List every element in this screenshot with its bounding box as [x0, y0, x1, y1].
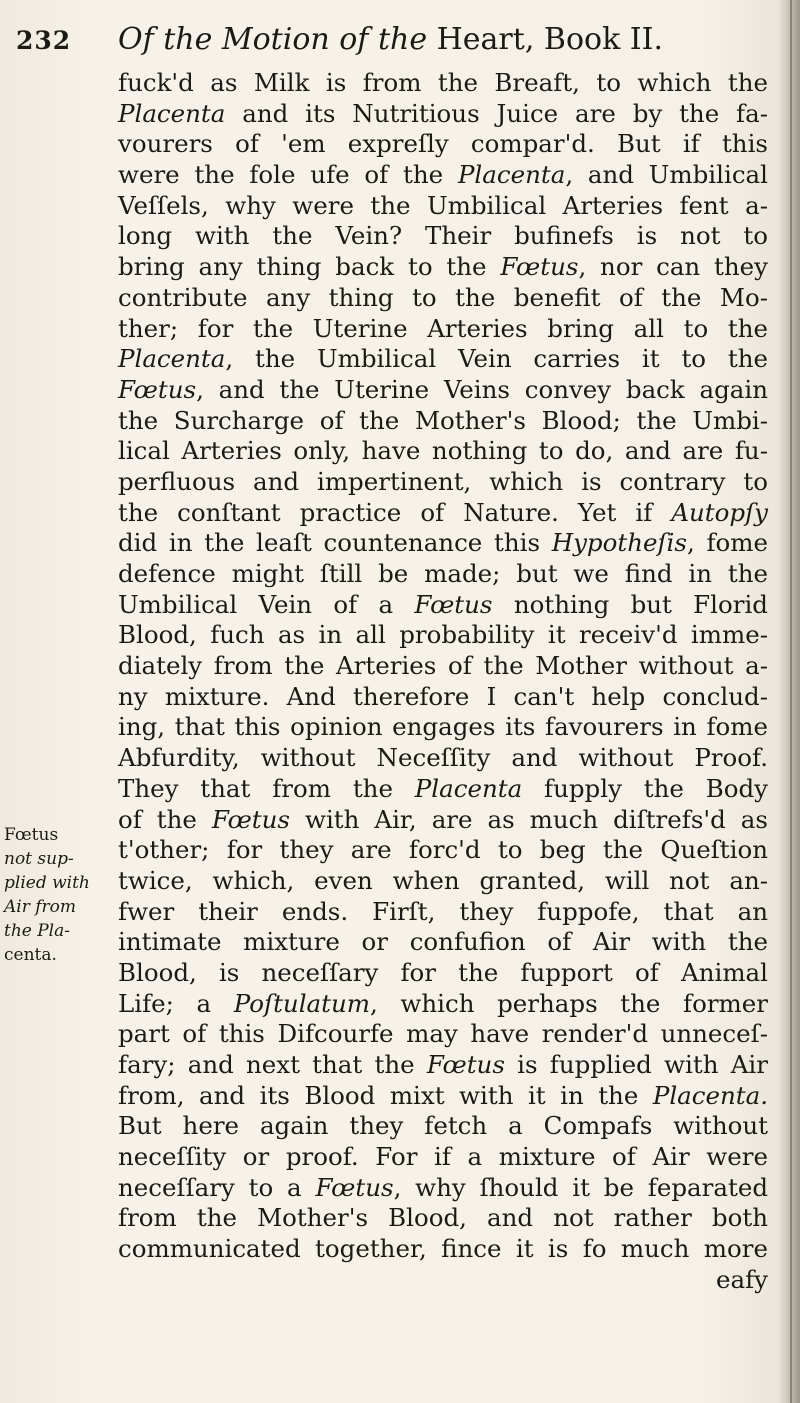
- text-run: fwer their ends. Firſt, they fuppofe, that an: [118, 896, 768, 926]
- text-run: ther; for the Uterine Arteries bring all to the: [118, 313, 768, 343]
- italic-term: Fœtus: [118, 374, 197, 404]
- text-line: [118, 1019, 768, 1050]
- text-run: ing, that this opinion engages its favourers in fome: [118, 712, 768, 742]
- text-run: , which perhaps the former: [370, 988, 768, 1018]
- italic-term: Fœtus: [211, 804, 290, 834]
- text-line: [118, 835, 768, 866]
- text-line: [118, 1142, 768, 1173]
- italic-term: Placenta.: [652, 1080, 768, 1110]
- italic-term: Fœtus: [315, 1172, 394, 1202]
- text-run: nothing but Florid: [492, 589, 768, 619]
- text-line: [118, 191, 768, 222]
- text-line: [118, 620, 768, 651]
- text-line: [118, 252, 768, 283]
- text-run: They that from the: [118, 773, 415, 803]
- running-head-italic: Of the Motion of the: [118, 22, 428, 57]
- margin-note-line: plied with: [4, 873, 90, 893]
- text-run: , and the Uterine Veins convey back again: [196, 374, 768, 404]
- text-run: fary; and next that the: [118, 1050, 427, 1079]
- text-run: Blood, fuch as in all probability it receiv'd imme-: [118, 620, 768, 650]
- text-run: from the Mother's Blood, and not rather both: [118, 1203, 768, 1233]
- text-line: [118, 375, 768, 406]
- text-line: [118, 559, 768, 590]
- italic-term: Placenta: [118, 344, 226, 374]
- margin-note-line: centa.: [4, 945, 57, 965]
- text-line: [118, 528, 768, 559]
- text-line: [118, 651, 768, 682]
- text-run: communicated together, fince it is fo much more: [118, 1234, 768, 1264]
- text-run: , fome: [686, 528, 768, 558]
- text-run: , and Umbilical: [565, 160, 768, 190]
- page-gutter-shadow: [778, 0, 800, 1403]
- text-run: lical Arteries only, have nothing to do, and are fu-: [118, 436, 768, 466]
- text-line: [118, 866, 768, 897]
- text-run: bring any thing back to the: [118, 252, 501, 282]
- italic-term: Placenta: [118, 98, 226, 128]
- text-line: [118, 314, 768, 345]
- text-run: Abfurdity, without Neceſſity and without Proof.: [118, 743, 768, 773]
- text-run: intimate mixture or confufion of Air with the: [118, 927, 768, 957]
- text-line: [118, 958, 768, 989]
- text-line: [118, 406, 768, 437]
- text-line: [118, 590, 768, 621]
- text-run: ny mixture. And therefore I can't help conclud-: [118, 681, 768, 711]
- text-run: , the Umbilical Vein carries it to the: [225, 344, 768, 374]
- text-line: [118, 498, 768, 529]
- text-run: with Air, are as much diſtrefs'd as: [290, 804, 768, 834]
- text-line: [118, 1050, 768, 1081]
- text-line: [118, 1173, 768, 1204]
- text-run: t'other; for they are forc'd to beg the Queſtion: [118, 835, 768, 865]
- body-text: [118, 68, 768, 1296]
- page-gutter-edge: [790, 0, 792, 1403]
- italic-term: Placenta: [457, 160, 566, 190]
- margin-note-line: Air from: [4, 897, 77, 917]
- italic-term: Fœtus: [426, 1050, 505, 1079]
- margin-note-line: not sup-: [4, 849, 74, 869]
- text-run: the conſtant practice of Nature. Yet if: [118, 497, 672, 527]
- text-run: did in the leaſt countenance this: [118, 528, 552, 558]
- text-run: from, and its Blood mixt with it in the: [118, 1080, 653, 1110]
- text-run: twice, which, even when granted, will not an-: [118, 865, 768, 895]
- italic-term: Placenta: [414, 773, 523, 803]
- text-run: and its Nutritious Juice are by the fa-: [225, 98, 768, 128]
- text-run: fupply the Body: [522, 773, 769, 803]
- margin-note-line: the Pla-: [4, 921, 70, 941]
- text-line: [118, 1111, 768, 1142]
- text-run: Umbilical Vein of a: [118, 589, 415, 619]
- italic-term: Fœtus: [414, 589, 493, 619]
- text-line: [118, 160, 768, 191]
- margin-note-line: Fœtus: [4, 825, 59, 845]
- text-run: of the: [118, 804, 212, 834]
- text-run: contribute any thing to the benefit of the Mo-: [118, 282, 768, 312]
- text-line: [118, 774, 768, 805]
- text-line: [118, 221, 768, 252]
- text-run: Veſſels, why were the Umbilical Arteries fent a-: [118, 190, 768, 220]
- text-run: were the fole ufe of the: [118, 160, 458, 190]
- text-line: [118, 129, 768, 160]
- page-header: [0, 22, 800, 62]
- italic-term: Autopſy: [671, 497, 768, 527]
- text-run: perfluous and impertinent, which is contrary to: [118, 466, 768, 496]
- text-line: [118, 989, 768, 1020]
- text-run: long with the Vein? Their bufinefs is not to: [118, 221, 768, 251]
- text-run: But here again they fetch a Compafs without: [118, 1111, 768, 1141]
- italic-term: Fœtus: [500, 252, 579, 282]
- text-run: fuck'd as Milk is from the Breaft, to which the: [118, 68, 768, 97]
- italic-term: Hypotheſis: [551, 528, 687, 558]
- text-line: [118, 1203, 768, 1234]
- text-line: [118, 743, 768, 774]
- text-line: [118, 1234, 768, 1265]
- text-run: Blood, is neceſſary for the fupport of Animal: [118, 957, 768, 987]
- text-line: [118, 1081, 768, 1112]
- text-line: [118, 99, 768, 130]
- text-line: [118, 344, 768, 375]
- text-run: , why ſhould it be feparated: [393, 1172, 768, 1202]
- running-head: [118, 22, 663, 57]
- text-line: [118, 927, 768, 958]
- text-line: [118, 712, 768, 743]
- text-run: the Surcharge of the Mother's Blood; the Umbi-: [118, 405, 768, 435]
- text-run: Life; a: [118, 988, 234, 1018]
- text-run: defence might ſtill be made; but we find in the: [118, 559, 768, 588]
- text-line: [118, 436, 768, 467]
- text-line: [118, 283, 768, 314]
- running-head-roman: Heart, Book II.: [427, 22, 664, 57]
- text-run: neceſſary to a: [118, 1172, 316, 1202]
- text-line: [118, 805, 768, 836]
- italic-term: Poſtulatum: [233, 988, 371, 1018]
- page-number: 232: [16, 26, 72, 55]
- text-run: diately from the Arteries of the Mother without a-: [118, 651, 768, 681]
- text-line: [118, 682, 768, 713]
- margin-note: [4, 823, 110, 967]
- catchword: eafy: [715, 1264, 768, 1294]
- text-line: [118, 897, 768, 928]
- text-run: is fupplied with Air: [504, 1050, 768, 1079]
- text-line: [118, 68, 768, 99]
- text-run: , nor can they: [578, 252, 768, 282]
- text-run: vourers of 'em expreſly compar'd. But if this: [118, 129, 768, 159]
- text-run: neceſſity or proof. For if a mixture of Air were: [118, 1142, 768, 1172]
- text-run: part of this Difcourfe may have render'd unneceſ-: [118, 1019, 768, 1049]
- text-line: [118, 467, 768, 498]
